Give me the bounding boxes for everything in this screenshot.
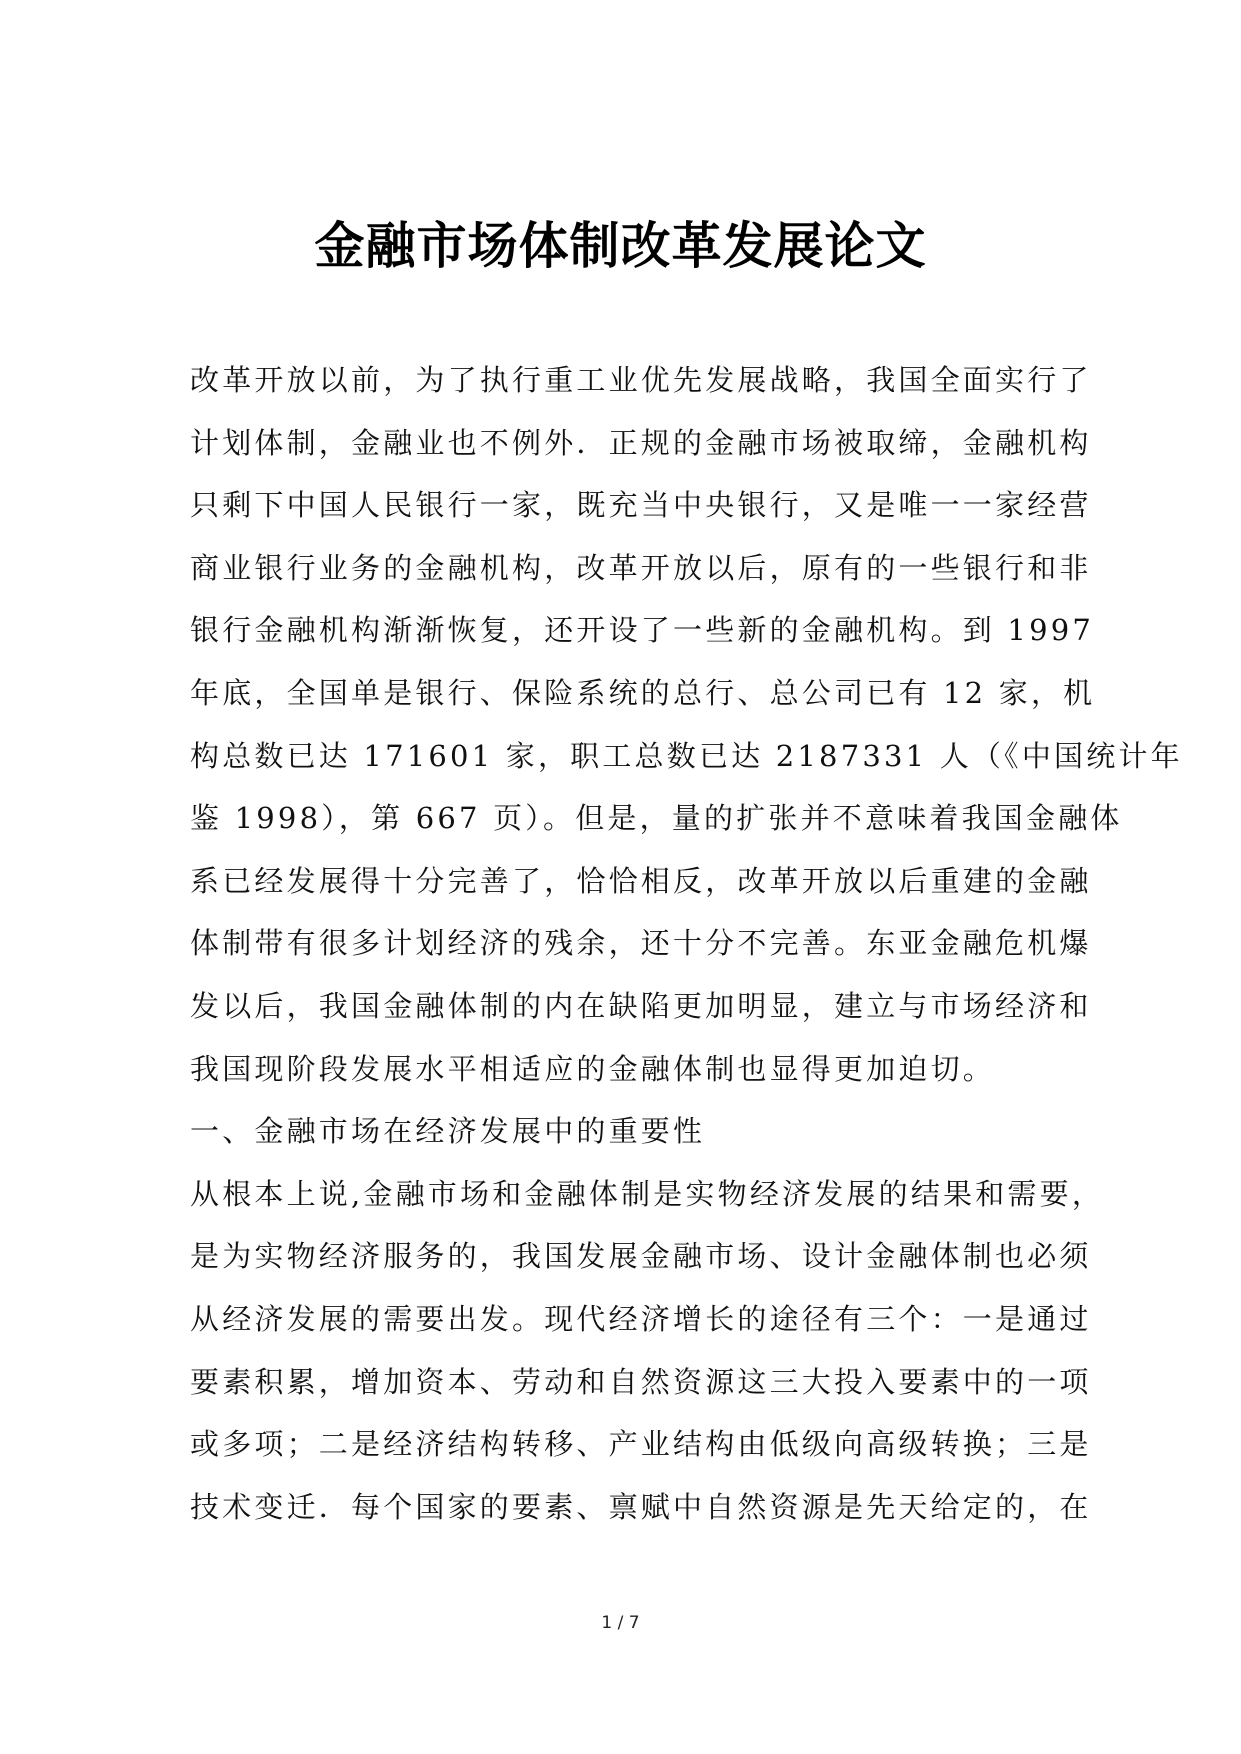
- text-line: 从经济发展的需要出发。现代经济增长的途径有三个：一是通过: [190, 1301, 1092, 1336]
- text-line: 要素积累，增加资本、劳动和自然资源这三大投入要素中的一项: [190, 1364, 1092, 1399]
- paragraph-intro: [190, 349, 1183, 1100]
- text-line: 只剩下中国人民银行一家，既充当中央银行，又是唯一一家经营: [190, 488, 1092, 523]
- text-line: 改革开放以前，为了执行重工业优先发展战略，我国全面实行了: [190, 363, 1092, 397]
- document-body: [190, 349, 1183, 1538]
- text-line: 或多项；二是经济结构转移、产业结构由低级向高级转换；三是: [190, 1427, 1092, 1462]
- text-line: 商业银行业务的金融机构，改革开放以后，原有的一些银行和非: [190, 550, 1092, 585]
- text-line: 发以后，我国金融体制的内在缺陷更加明显，建立与市场经济和: [190, 988, 1092, 1023]
- document-title: 金融市场体制改革发展论文: [314, 217, 927, 275]
- text-line: 鉴 1998），第 667 页）。但是，量的扩张并不意味着我国金融体: [190, 801, 1123, 836]
- text-line: 是为实物经济服务的，我国发展金融市场、设计金融体制也必须: [190, 1239, 1092, 1274]
- paragraph-section-1: [190, 1163, 1105, 1539]
- text-line: 体制带有很多计划经济的残余，还十分不完善。东亚金融危机爆: [190, 926, 1092, 961]
- text-line: 计划体制，金融业也不例外．正规的金融市场被取缔，金融机构: [190, 425, 1092, 460]
- text-line: 系已经发展得十分完善了，恰恰相反，改革开放以后重建的金融: [190, 863, 1092, 898]
- text-line: 从根本上说,金融市场和金融体制是实物经济发展的结果和需要，: [190, 1176, 1105, 1211]
- text-line: 年底，全国单是银行、保险系统的总行、总公司已有 12 家，机: [190, 675, 1096, 710]
- text-line: 我国现阶段发展水平相适应的金融体制也显得更加迫切。: [190, 1051, 996, 1086]
- page-number: 1 / 7: [601, 1613, 640, 1633]
- text-line: 构总数已达 171601 家，职工总数已达 2187331 人（《中国统计年: [190, 738, 1183, 773]
- section-heading: 一、金融市场在经济发展中的重要性: [190, 1114, 706, 1149]
- text-line: 银行金融机构渐渐恢复，还开设了一些新的金融机构。到 1997: [190, 613, 1095, 648]
- text-line: 技术变迁．每个国家的要素、禀赋中自然资源是先天给定的，在: [190, 1489, 1092, 1524]
